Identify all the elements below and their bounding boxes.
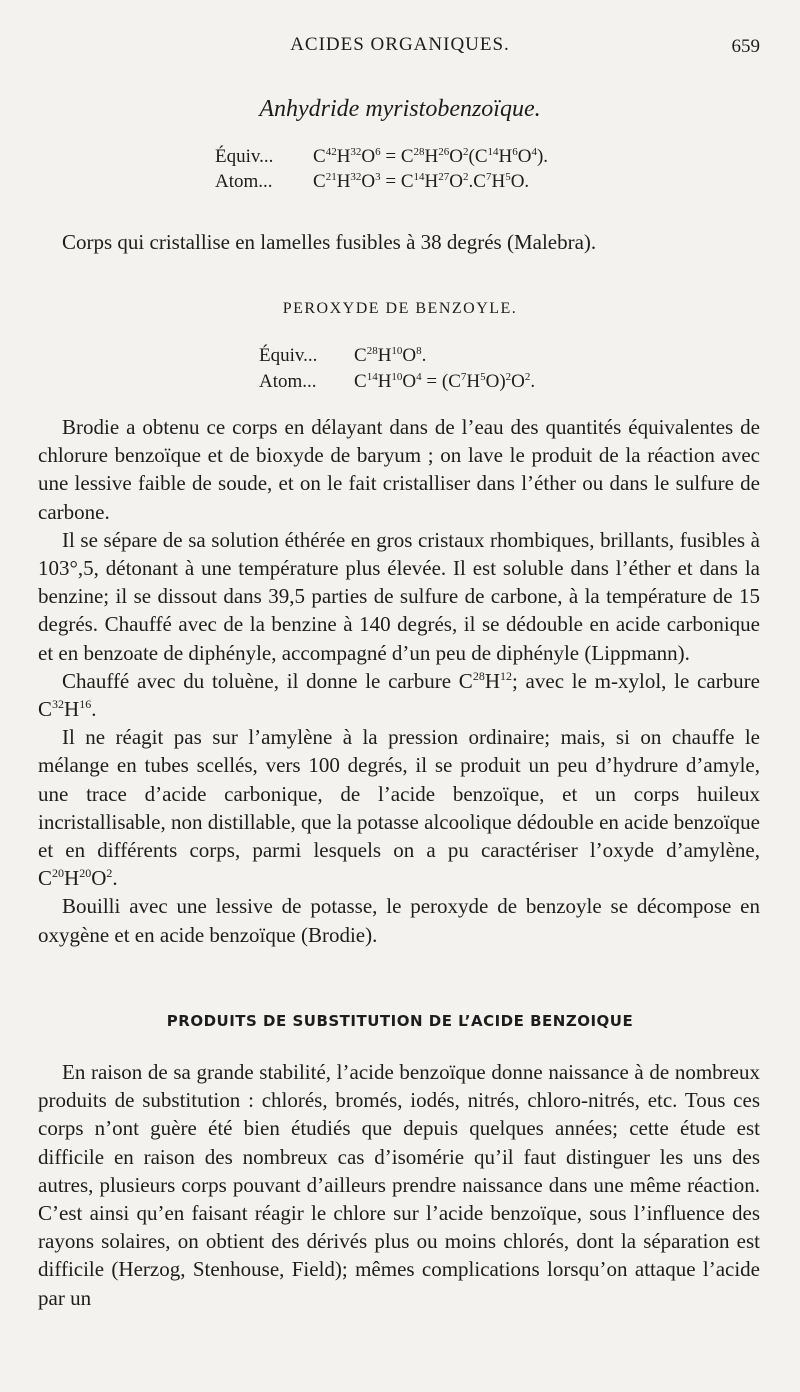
paragraph: Il ne réagit pas sur l’amylène à la pression ordinaire; mais, si on chauffe le mélange en tubes scellés, vers 100 degrés, il se produit un peu d’hydrure d’amyle, une trace d’acide carbonique, de l’acide benzoïque, et un corps huileux incristallisable, non distillable, que la potasse alcoolique dédouble en acide benzoïque et en différents corps, parmi lesquels on a pu caractériser l’oxyde d’amylène, $C^{20}H^{20}O^2$. bbox=[38, 725, 760, 891]
paragraph: Brodie a obtenu ce corps en délayant dans de l’eau des quantités équivalentes de chlorure benzoïque et de bioxyde de baryum ; on lave le produit de la réaction avec une lessive faible de soude, et on le fait cristalliser dans l’éther ou dans le sulfure de carbone. bbox=[38, 415, 760, 524]
anhydride-description: Corps qui cristallise en lamelles fusibles à 38 degrés (Malebra). bbox=[62, 230, 597, 254]
paragraph: Il se sépare de sa solution éthérée en gros cristaux rhombiques, brillants, fusibles à 103°,5, détonant à une température plus élevée. Il est soluble dans l’éther et dans la benzine; il se dissout dans 39,5 parties de sulfure de carbone, à la température de 15 degrés. Chauffé avec de la benzine à 140 degrés, il se dédouble en acide carbonique et en benzoate de diphényle, accompagné d’un peu de diphényle (Lippmann). bbox=[38, 527, 760, 665]
paragraph: Bouilli avec une lessive de potasse, le peroxyde de benzoyle se décompose en oxygène et en acide benzoïque (Brodie). bbox=[38, 894, 760, 947]
atom-label: Atom... bbox=[259, 371, 317, 392]
atom-formula: $C^{14}H^{10}O^4 = (C^7H^5O)^2O^2$. bbox=[354, 371, 536, 392]
page-number: 659 bbox=[731, 36, 760, 57]
section-title-produits: PRODUITS DE SUBSTITUTION DE L’ACIDE BENZOIQUE bbox=[166, 1012, 634, 1030]
peroxyde-text bbox=[38, 413, 760, 949]
atom-formula: $C^{21}H^{32}O^3 = C^{14}H^{27}O^2.C^7H^5O$. bbox=[313, 171, 530, 192]
section-title-peroxyde: PEROXYDE DE BENZOYLE. bbox=[282, 300, 518, 317]
running-header: ACIDES ORGANIQUES. bbox=[290, 34, 510, 55]
section-title-anhydride: Anhydride myristobenzoïque. bbox=[259, 96, 541, 122]
equiv-label: Équiv... bbox=[259, 345, 318, 366]
equiv-formula: $C^{28}H^{10}O^8$. bbox=[354, 345, 427, 366]
atom-label: Atom... bbox=[215, 171, 273, 192]
produits-text bbox=[38, 1058, 760, 1312]
equiv-label: Équiv... bbox=[215, 146, 274, 167]
paragraph: En raison de sa grande stabilité, l’acide benzoïque donne naissance à de nombreux produits de substitution : chlorés, bromés, iodés, nitrés, chloro-nitrés, etc. Tous ces corps n’ont guère été bien étudiés que depuis quelques années; cette étude est difficile en raison des nombreux cas d’isomérie qu’il faut distinguer les uns des autres, plusieurs corps pouvant d’ailleurs prendre naissance dans une même réaction. C’est ainsi qu’en faisant réagir le chlore sur l’acide benzoïque, sous l’influence des rayons solaires, on obtient des dérivés plus ou moins chlorés, dont la séparation est difficile (Herzog, Stenhouse, Field); mêmes complications lorsqu’on attaque l’acide par un bbox=[38, 1060, 760, 1310]
equiv-formula: $C^{42}H^{32}O^6 = C^{28}H^{26}O^2(C^{14}H^6O^4)$. bbox=[313, 146, 549, 167]
paragraph: Chauffé avec du toluène, il donne le carbure $C^{28}H^{12}$; avec le m-xylol, le carbure $C^{32}H^{16}$. bbox=[38, 668, 760, 722]
